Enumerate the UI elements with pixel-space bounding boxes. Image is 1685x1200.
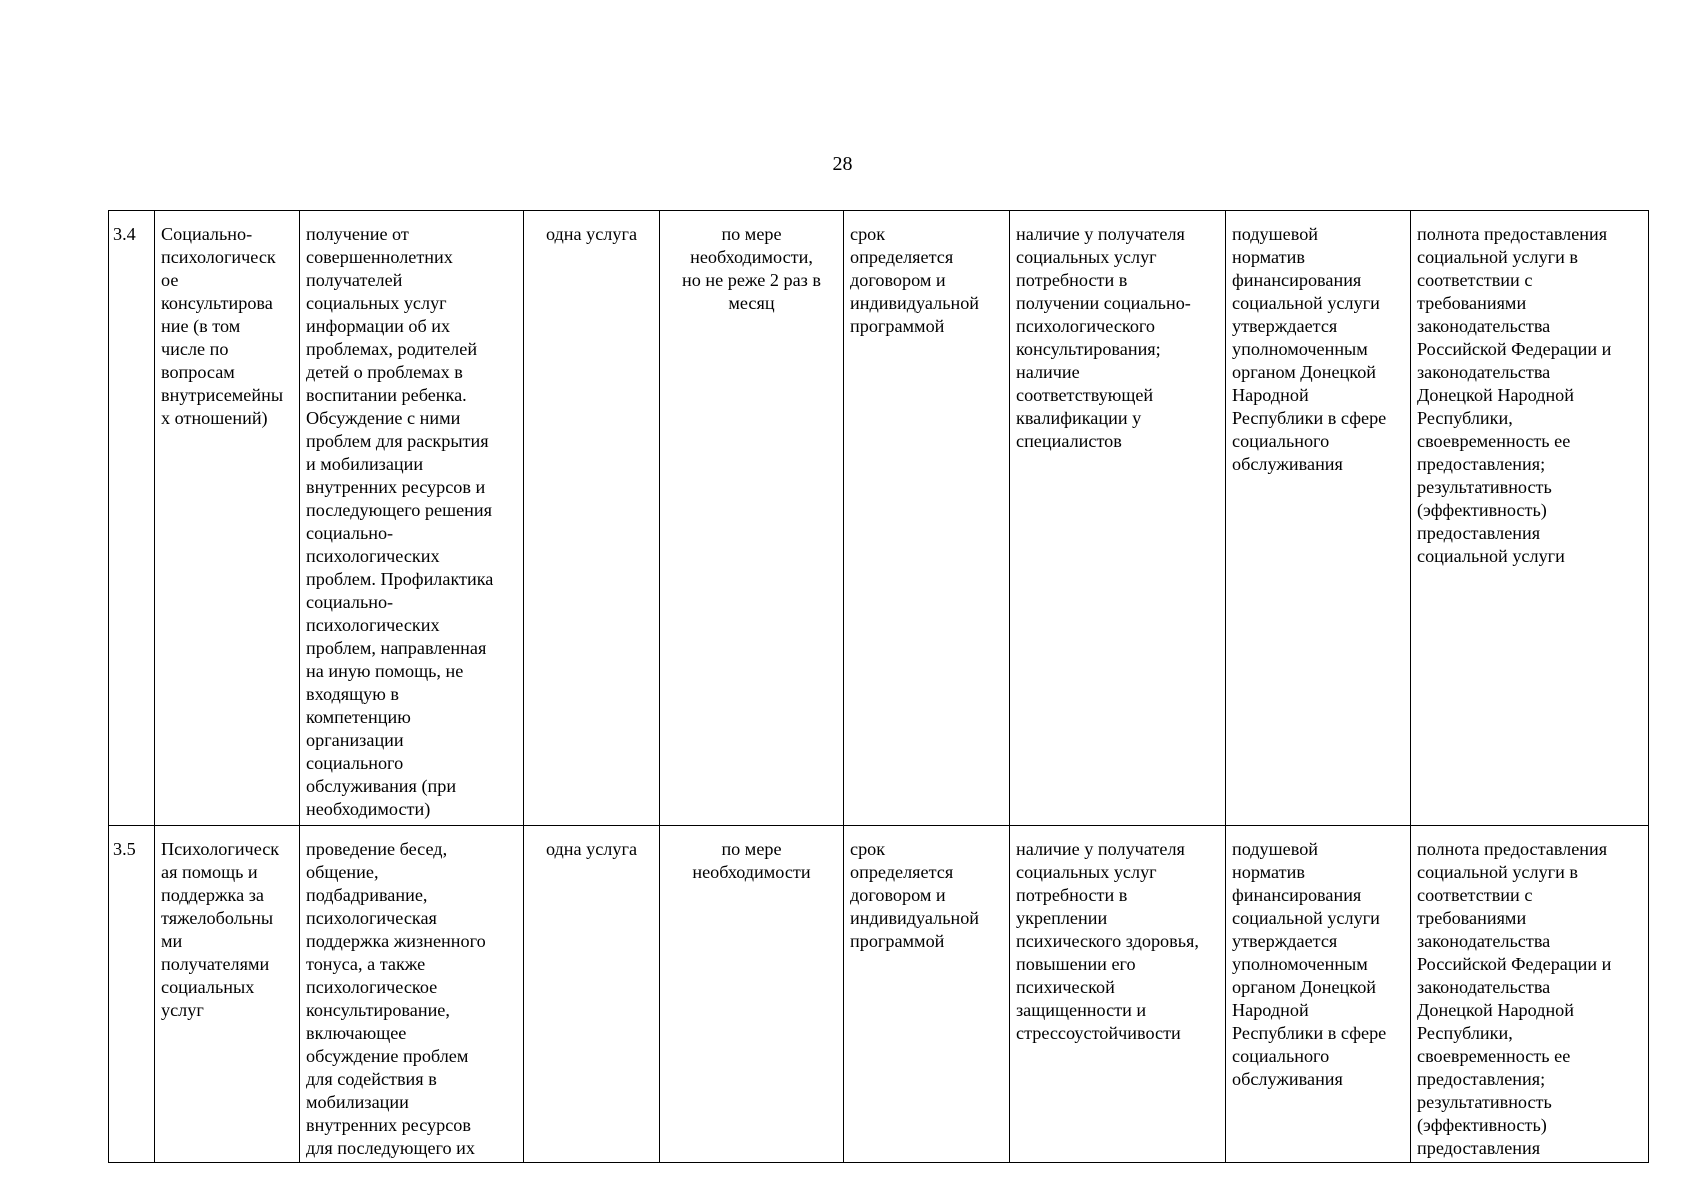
service-number-cell: 3.4 — [109, 211, 155, 826]
service-frequency-cell: по мере необходимости — [660, 826, 844, 1163]
service-normative-cell: подушевой норматив финансирования социальной услуги утверждается уполномоченным органом Донецкой Народной Республики в сфере социального обслуживания — [1226, 826, 1411, 1163]
table-row — [109, 211, 1649, 826]
service-name-cell: Социально- психологическ ое консультирова ние (в том числе по вопросам внутрисемейны х отношений) — [155, 211, 300, 826]
service-conditions-cell: наличие у получателя социальных услуг потребности в укреплении психического здоровья, повышении его психической защищенности и стрессоустойчивости — [1010, 826, 1226, 1163]
service-conditions-cell: наличие у получателя социальных услуг потребности в получении социально- психологического консультирования; наличие соответствующей квалификации у специалистов — [1010, 211, 1226, 826]
service-quality-cell: полнота предоставления социальной услуги в соответствии с требованиями законодательства Российской Федерации и законодательства Донецкой Народной Республики, своевременность ее предоставления; результативность (эффективность) предоставления социальной услуги — [1411, 211, 1649, 826]
service-quality-cell: полнота предоставления социальной услуги в соответствии с требованиями законодательства Российской Федерации и законодательства Донецкой Народной Республики, своевременность ее предоставления; результативность (эффективность) предоставления — [1411, 826, 1649, 1163]
service-term-cell: срок определяется договором и индивидуальной программой — [844, 826, 1010, 1163]
service-quantity-cell: одна услуга — [524, 211, 660, 826]
service-number-cell: 3.5 — [109, 826, 155, 1163]
services-table — [108, 210, 1649, 1163]
service-term-cell: срок определяется договором и индивидуальной программой — [844, 211, 1010, 826]
service-content-cell: проведение бесед, общение, подбадривание, психологическая поддержка жизненного тонуса, а также психологическое консультирование, включающее обсуждение проблем для содействия в мобилизации внутренних ресурсов для последующего их — [300, 826, 524, 1163]
page-number: 28 — [832, 153, 853, 175]
service-normative-cell: подушевой норматив финансирования социальной услуги утверждается уполномоченным органом Донецкой Народной Республики в сфере социального обслуживания — [1226, 211, 1411, 826]
service-quantity-cell: одна услуга — [524, 826, 660, 1163]
table-row — [109, 826, 1649, 1163]
service-content-cell: получение от совершеннолетних получателей социальных услуг информации об их проблемах, родителей детей о проблемах в воспитании ребенка. Обсуждение с ними проблем для раскрытия и мобилизации внутренних ресурсов и последующего решения социально- психологических проблем. Профилактика социально- психологических проблем, направленная на иную помощь, не входящую в компетенцию организации социального обслуживания (при необходимости) — [300, 211, 524, 826]
service-frequency-cell: по мере необходимости, но не реже 2 раз в месяц — [660, 211, 844, 826]
service-name-cell: Психологическ ая помощь и поддержка за тяжелобольны ми получателями социальных услуг — [155, 826, 300, 1163]
